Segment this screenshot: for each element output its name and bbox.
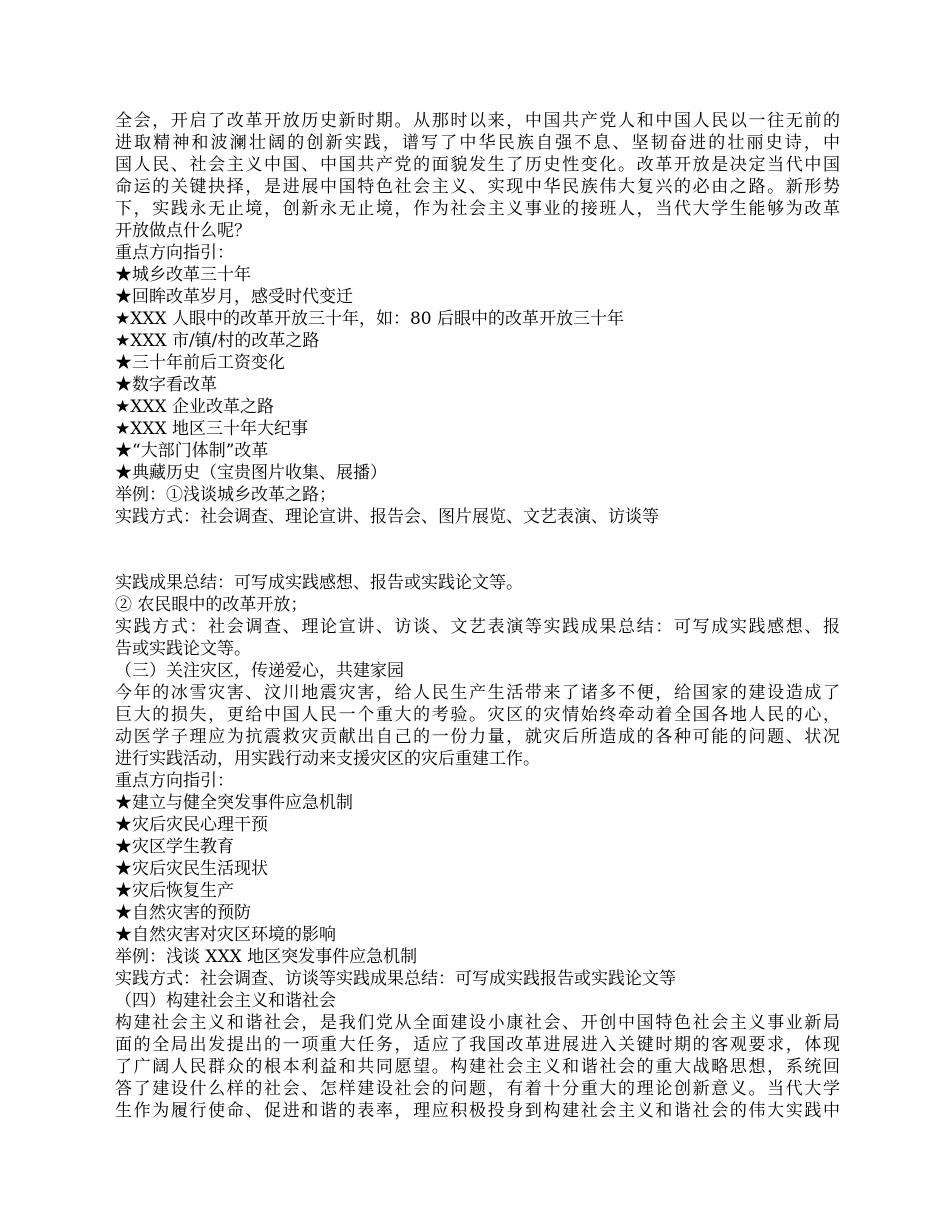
document-page — [115, 110, 840, 1122]
list-item: ★自然灾害的预防 — [115, 903, 251, 923]
paragraph-line: 了广阔人民群众的根本利益和共同愿望。构建社会主义和谐社会的重大战略思想，系统回 — [115, 1057, 840, 1077]
harmony-paragraph — [115, 1012, 840, 1122]
paragraph-line: 开放做点什么呢？ — [115, 221, 251, 241]
example-line: 举例：①浅谈城乡改革之路； — [115, 485, 336, 505]
paragraph-line: 生作为履行使命、促进和谐的表率，理应积极投身到构建社会主义和谐社会的伟大实践中 — [115, 1101, 840, 1121]
section-heading: （三）关注灾区，传递爱心，共建家园 — [115, 661, 404, 681]
section-heading: （四）构建社会主义和谐社会 — [115, 991, 336, 1011]
example-line: 举例：浅谈 XXX 地区突发事件应急机制 — [115, 947, 418, 967]
list-item: ★建立与健全突发事件应急机制 — [115, 793, 353, 813]
list-item: ★典藏历史（宝贵图片收集、展播） — [115, 463, 387, 483]
paragraph-line: 下，实践永无止境，创新永无止境，作为社会主义事业的接班人，当代大学生能够为改革 — [115, 199, 840, 219]
guide-heading: 重点方向指引： — [115, 243, 234, 263]
list-item: ★XXX 地区三十年大纪事 — [115, 419, 308, 439]
list-item: ★城乡改革三十年 — [115, 265, 251, 285]
list-item: ★XXX 人眼中的改革开放三十年，如：80 后眼中的改革开放三十年 — [115, 309, 624, 329]
paragraph-line: 面的全局出发提出的一项重大任务，适应了我国改革进展进入关键时期的客观要求，体现 — [115, 1035, 840, 1055]
paragraph-line: 命运的关键抉择，是进展中国特色社会主义、实现中华民族伟大复兴的必由之路。新形势 — [115, 177, 840, 197]
list-item: ★自然灾害对灾区环境的影响 — [115, 925, 336, 945]
list-item: ★XXX 市/镇/村的改革之路 — [115, 331, 320, 351]
paragraph-line: 国人民、社会主义中国、中国共产党的面貌发生了历史性变化。改革开放是决定当代中国 — [115, 155, 840, 175]
guide-heading: 重点方向指引： — [115, 771, 234, 791]
summary-line: 实践成果总结：可写成实践感想、报告或实践论文等。 — [115, 573, 523, 593]
list-item: ★灾后灾民生活现状 — [115, 859, 268, 879]
list-item: ★灾后灾民心理干预 — [115, 815, 268, 835]
list-item: ★回眸改革岁月，感受时代变迁 — [115, 287, 353, 307]
disaster-guide-list — [115, 792, 840, 946]
paragraph-line: 实践方式：社会调查、理论宣讲、访谈、文艺表演等实践成果总结：可写成实践感想、报 — [115, 617, 840, 637]
paragraph-line: 构建社会主义和谐社会，是我们党从全面建设小康社会、开创中国特色社会主义事业新局 — [115, 1013, 840, 1033]
disaster-paragraph — [115, 682, 840, 770]
paragraph-line: 告或实践论文等。 — [115, 639, 251, 659]
paragraph-line: 全会，开启了改革开放历史新时期。从那时以来，中国共产党人和中国人民以一往无前的 — [115, 111, 840, 131]
paragraph-line: 答了建设什么样的社会、怎样建设社会的问题，有着十分重大的理论创新意义。当代大学 — [115, 1079, 840, 1099]
method-line: 实践方式：社会调查、访谈等实践成果总结：可写成实践报告或实践论文等 — [115, 969, 676, 989]
reform-intro-paragraph — [115, 110, 840, 242]
paragraph-line: 进行实践活动，用实践行动来支援灾区的灾后重建工作。 — [115, 749, 540, 769]
list-item: ★灾后恢复生产 — [115, 881, 234, 901]
paragraph-line: 动医学子理应为抗震救灾贡献出自己的一份力量，就灾后所造成的各种可能的问题、状况 — [115, 727, 840, 747]
blank-gap — [115, 528, 840, 572]
paragraph-line: 巨大的损失，更给中国人民一个重大的考验。灾区的灾情始终牵动着全国各地人民的心， — [115, 705, 840, 725]
list-item: ★XXX 企业改革之路 — [115, 397, 274, 417]
list-item: ★灾区学生教育 — [115, 837, 234, 857]
method-paragraph — [115, 616, 840, 660]
example-line: ② 农民眼中的改革开放； — [115, 595, 308, 615]
paragraph-line: 今年的冰雪灾害、汶川地震灾害，给人民生产生活带来了诸多不便，给国家的建设造成了 — [115, 683, 840, 703]
list-item: ★三十年前后工资变化 — [115, 353, 285, 373]
list-item: ★“大部门体制”改革 — [115, 441, 269, 461]
paragraph-line: 进取精神和波澜壮阔的创新实践，谱写了中华民族自强不息、坚韧奋进的壮丽史诗，中 — [115, 133, 840, 153]
method-line: 实践方式：社会调查、理论宣讲、报告会、图片展览、文艺表演、访谈等 — [115, 507, 659, 527]
reform-guide-list — [115, 264, 840, 484]
list-item: ★数字看改革 — [115, 375, 217, 395]
